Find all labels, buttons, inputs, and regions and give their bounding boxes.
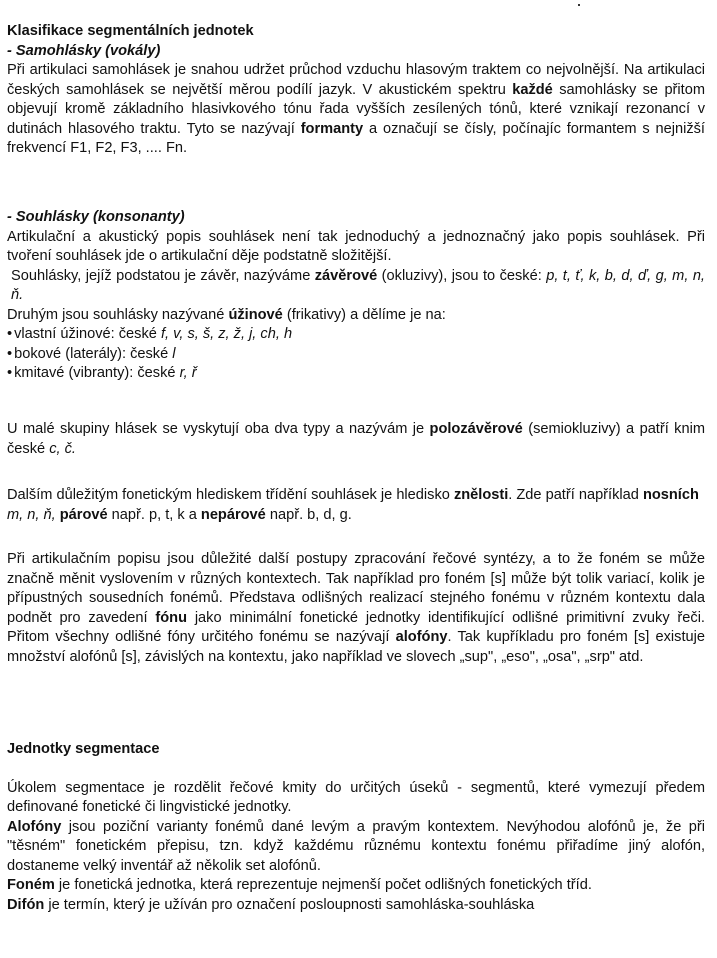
paragraph-vowels [7, 61, 705, 159]
bold-term: Difón [7, 896, 45, 913]
text: Souhlásky, jejíž podstatou je závěr, nazýváme [11, 267, 311, 284]
paragraph-segmentation: Úkolem segmentace je rozdělit řečové kmity do určitých úseků - segmentů, které vymezují předem definované fonetické či lingvistické jednotky. [7, 779, 705, 815]
italic-letters: f, v, s, š, z, ž, j, ch, h [160, 326, 293, 342]
paragraph-fricatives [7, 306, 705, 326]
bold-term: Foném [7, 877, 55, 893]
paragraph-voicing [7, 486, 705, 525]
bold-term: nepárové [200, 506, 266, 523]
text: je termín, který je užíván pro označení posloupnosti samohláska-souhláska [48, 896, 535, 913]
text: Druhým jsou souhlásky nazývané [7, 306, 225, 323]
text: jsou poziční varianty fonémů dané levým a pravým kontextem. Nevýhodou alofónů je, že při "těsném" fonetickém přepisu, tzn. když každému různému kontextu fonému přiřadíme jiný alofón, dostaneme velký inventář až několik set alofónů. [7, 818, 705, 874]
text: jako minimální fonetické jednotky identifikující odlišné primitivní zvuky řeči. Přitom všechny odlišné fóny určitého fonému se nazývají [7, 609, 705, 645]
text: (frikativy) a dělíme je na: [286, 306, 446, 323]
section-segmentation-units [7, 740, 705, 915]
italic-letters: r, ř [179, 365, 197, 381]
text: Dalším důležitým fonetickým hlediskem třídění souhlásek je hledisko [7, 487, 450, 503]
text: Při artikulaci samohlásek je snahou udržet průchod vzduchu hlasovým traktem co nejvolnější. Na artikulaci českých samohlásek se největší měrou podílí jazyk. V akustickém spektru [7, 62, 705, 98]
text: . Zde patří například [508, 487, 639, 503]
section-consonants [7, 208, 705, 384]
bold-term: fónu [155, 609, 187, 626]
bold-term: formanty [300, 120, 364, 137]
text: . Tak kupříkladu pro foném [s] existuje množství alofónů [s], závislých na kontextu, jako například ve slovech „sup", „eso", „osa", „srp" atd. [7, 629, 706, 665]
bold-term: úžinové [228, 306, 283, 323]
bold-term: závěrové [314, 267, 378, 284]
italic-letters: l [172, 345, 176, 362]
list-item [7, 345, 705, 365]
paragraph-phoneme-def [7, 876, 705, 896]
section-classification [7, 22, 705, 159]
italic-letters: m, n, ň, [7, 506, 56, 523]
paragraph-affricates [7, 420, 705, 459]
text: např. b, d, g. [269, 506, 352, 523]
list-item [7, 325, 705, 345]
heading-segmentation-units: Jednotky segmentace [7, 741, 160, 757]
bold-term: každé [512, 81, 553, 98]
text: Při artikulačním popisu jsou důležité další postupy zpracování řečové syntézy, a to že foném se může značně měnit vyslovením v různých kontextech. Tak například pro foném [s] může být tolik variací, kolik je přípustných sousedních fonémů. Představa odlišných realizací stejného fonému v různém kontextu dala podnět pro zavedení [7, 551, 705, 626]
text: a označují se čísly, počínajíc formantem s nejnižší frekvencí F1, F2, F3, .... Fn. [7, 120, 705, 156]
text: např. p, t, k a [111, 506, 197, 523]
bold-term: polozávěrové [429, 421, 523, 437]
italic-letters: c, č. [49, 440, 76, 457]
bold-term: nosních [642, 487, 699, 503]
list-item [7, 364, 705, 384]
scan-speck [578, 4, 580, 6]
text: (semiokluzivy) a patří knim české [7, 421, 705, 457]
text: je fonetická jednotka, která reprezentuje nejmenší počet odlišných fonetických tříd. [58, 877, 592, 893]
paragraph-allophones-def [7, 818, 705, 877]
paragraph-allophones [7, 550, 705, 667]
paragraph-consonants: Artikulační a akustický popis souhlásek není tak jednoduchý a jednoznačný jako popis souhlásek. Při tvoření souhlásek jde o artikulační děje podstatně složitější. [7, 228, 705, 264]
subheading-vowels: - Samohlásky (vokály) [7, 42, 161, 59]
text: samohlásky se přitom objevují kromě základního hlasivkového tónu řada vyšších zesílených tónů, které vznikají rezonancí v dutinách hlasového traktu. Tyto se nazývají [7, 81, 705, 137]
bold-term: alofóny [395, 629, 448, 645]
text: kmitavé (vibranty): české [14, 365, 176, 381]
text: bokové (laterály): české [14, 345, 169, 362]
subheading-consonants: - Souhlásky (konsonanty) [7, 209, 185, 225]
heading-classification: Klasifikace segmentálních jednotek [7, 23, 254, 39]
bold-term: párové [59, 506, 108, 523]
paragraph-diphone-def [7, 896, 705, 916]
text: (okluzivy), jsou to české: [381, 267, 542, 284]
bold-term: Alofóny [7, 818, 62, 835]
text: vlastní úžinové: české [14, 326, 157, 342]
bold-term: znělosti [453, 487, 509, 503]
text: U malé skupiny hlásek se vyskytují oba dva typy a nazývám je [7, 421, 425, 437]
paragraph-stops [7, 267, 705, 306]
italic-letters: p, t, ť, k, b, d, ď, g, m, n, ň. [11, 267, 705, 303]
